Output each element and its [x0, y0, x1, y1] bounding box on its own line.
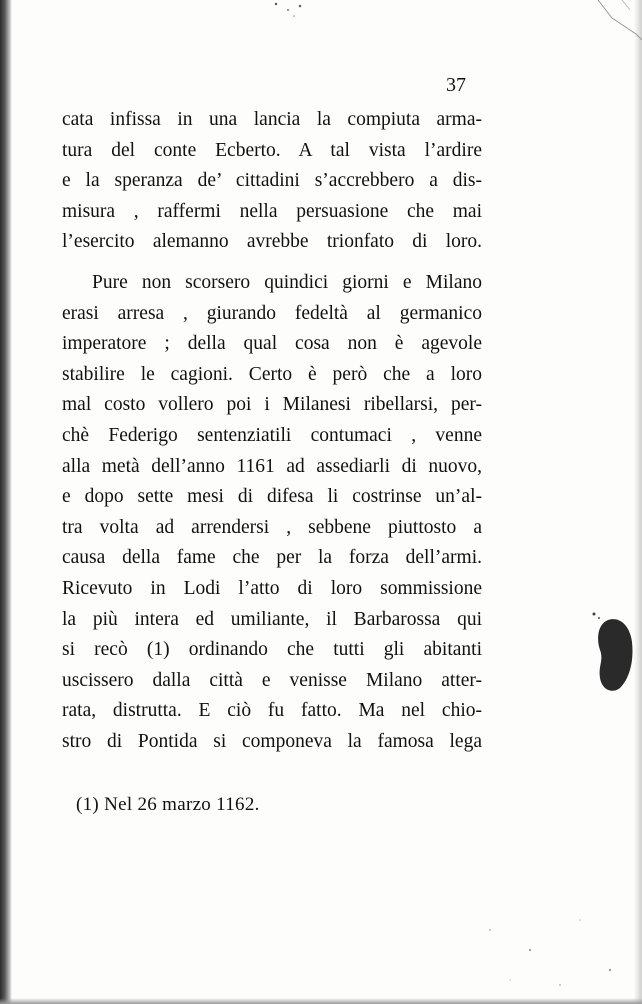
footnote: (1) Nel 26 marzo 1162.: [76, 794, 260, 815]
page-edge-shadow: [634, 0, 642, 1004]
text-line: tra volta ad arrendersi , sebbene piuttosto a: [62, 516, 482, 538]
paragraph-gap: [62, 258, 482, 268]
text-line: e dopo sette mesi di difesa li costrinse un’al-: [62, 486, 482, 508]
text-line: la più intera ed umiliante, il Barbarossa qui: [62, 608, 482, 630]
page-number: 37: [446, 74, 466, 96]
text-line: tura del conte Ecberto. A tal vista l’ardire: [62, 139, 482, 161]
text-line: stabilire le cagioni. Certo è però che a loro: [62, 363, 482, 385]
body-text: [62, 105, 482, 757]
paper-speckles-top: [270, 0, 310, 20]
page-corner-fold: [592, 0, 642, 40]
text-line: alla metà dell’anno 1161 ad assediarli di nuovo,: [62, 455, 482, 477]
text-line: rata, distrutta. E ciò fu fatto. Ma nel chio-: [62, 700, 482, 722]
text-line: misura , raffermi nella persuasione che mai: [62, 200, 482, 222]
text-line: e la speranza de’ cittadini s’accrebbero a dis-: [62, 170, 482, 192]
text-line: Ricevuto in Lodi l’atto di loro sommissione: [62, 577, 482, 599]
text-line: l’esercito alemanno avrebbe trionfato di loro.: [62, 231, 482, 253]
text-line: cata infissa in una lancia la compiuta arma-: [62, 109, 482, 130]
text-line: imperatore ; della qual cosa non è agevole: [62, 333, 482, 355]
text-line: Pure non scorsero quindici giorni e Milano: [92, 271, 482, 293]
text-line: erasi arresa , giurando fedeltà al germanico: [62, 302, 482, 324]
text-line: uscissero dalla città e venisse Milano atter-: [62, 669, 482, 691]
text-line: mal costo vollero poi i Milanesi ribellarsi, per-: [62, 394, 482, 416]
paper-speckles-bottom: [470, 900, 640, 1000]
text-line: causa della fame che per la forza dell’armi.: [62, 547, 482, 569]
ink-smudge: [590, 612, 636, 694]
text-line: chè Federigo sentenziatili contumaci , venne: [62, 424, 482, 446]
text-line: si recò (1) ordinando che tutti gli abitanti: [62, 639, 482, 661]
text-line: stro di Pontida si componeva la famosa lega: [62, 730, 482, 752]
book-spine-shadow: [0, 0, 12, 1004]
